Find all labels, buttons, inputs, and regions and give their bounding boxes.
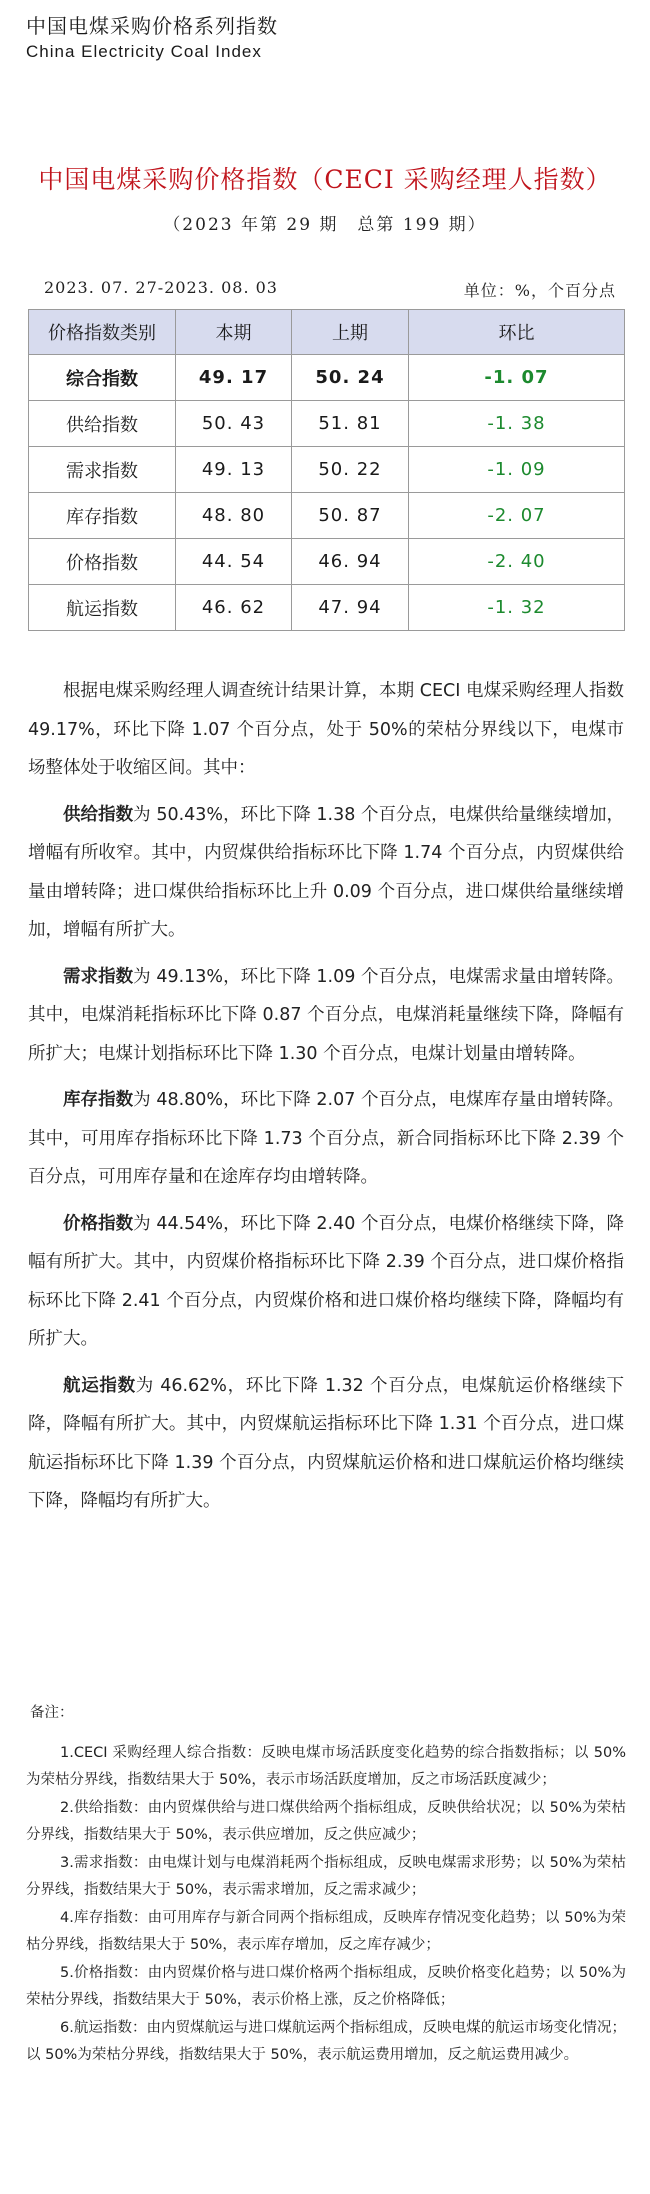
report-date-range: 2023. 07. 27-2023. 08. 03 [44, 278, 278, 297]
price-label: 价格指数 [63, 1213, 134, 1234]
table-header-row [29, 310, 625, 355]
inventory-label: 库存指数 [63, 1090, 134, 1110]
row-change: -1. 32 [409, 585, 625, 631]
row-change: -1. 07 [409, 355, 625, 401]
row-previous: 50. 87 [292, 493, 409, 539]
row-current: 49. 13 [176, 447, 292, 493]
supply-paragraph [28, 796, 624, 950]
price-text: 为 44.54%，环比下降 2.40 个百分点，电煤价格继续下降，降幅有所扩大。其中，内贸煤价格指标环比下降 2.39 个百分点，进口煤价格指标环比下降 2.41 个百分点，内贸煤价格和进口煤价格均继续下降，降幅均有所扩大。 [28, 1213, 625, 1349]
header-cn-title: 中国电煤采购价格系列指数 [26, 14, 278, 38]
row-name: 综合指数 [29, 355, 176, 401]
analysis-text [28, 672, 624, 1529]
table-row [29, 447, 625, 493]
demand-paragraph [28, 958, 624, 1074]
table-row [29, 355, 625, 401]
demand-label: 需求指数 [63, 966, 134, 987]
report-title: 中国电煤采购价格指数（CECI 采购经理人指数） [38, 165, 612, 194]
note-item: 1.CECI 采购经理人综合指数：反映电煤市场活跃度变化趋势的综合指数指标；以 50%为荣枯分界线，指数结果大于 50%，表示市场活跃度增加，反之市场活跃度减少； [26, 1744, 626, 1788]
row-current: 44. 54 [176, 539, 292, 585]
row-previous: 50. 22 [292, 447, 409, 493]
column-header-current: 本期 [176, 310, 292, 355]
row-current: 48. 80 [176, 493, 292, 539]
report-issue: （2023 年第 29 期 总第 199 期） [163, 215, 487, 235]
row-previous: 47. 94 [292, 585, 409, 631]
demand-text: 为 49.13%，环比下降 1.09 个百分点，电煤需求量由增转降。其中，电煤消耗指标环比下降 0.87 个百分点，电煤消耗量继续下降，降幅有所扩大；电煤计划指标环比下降 1.30 个百分点，电煤计划量由增转降。 [28, 966, 625, 1064]
row-name: 供给指数 [29, 401, 176, 447]
row-previous: 50. 24 [292, 355, 409, 401]
note-item: 3.需求指数：由电煤计划与电煤消耗两个指标组成，反映电煤需求形势；以 50%为荣枯分界线，指数结果大于 50%，表示需求增加，反之需求减少； [26, 1854, 626, 1898]
note-item: 6.航运指数：由内贸煤航运与进口煤航运两个指标组成，反映电煤的航运市场变化情况；以 50%为荣枯分界线，指数结果大于 50%，表示航运费用增加，反之航运费用减少。 [26, 2019, 626, 2063]
intro-paragraph [28, 672, 624, 788]
index-table [28, 309, 625, 631]
row-change: -2. 40 [409, 539, 625, 585]
row-change: -1. 38 [409, 401, 625, 447]
row-name: 库存指数 [29, 493, 176, 539]
row-name: 航运指数 [29, 585, 176, 631]
row-current: 46. 62 [176, 585, 292, 631]
price-paragraph [28, 1205, 624, 1359]
row-name: 价格指数 [29, 539, 176, 585]
supply-label: 供给指数 [63, 804, 134, 825]
table-row [29, 539, 625, 585]
inventory-text: 为 48.80%，环比下降 2.07 个百分点，电煤库存量由增转降。其中，可用库存指标环比下降 1.73 个百分点，新合同指标环比下降 2.39 个百分点，可用库存量和在途库存均由增转降。 [28, 1090, 625, 1187]
row-current: 49. 17 [176, 355, 292, 401]
column-header-change: 环比 [409, 310, 625, 355]
shipping-text: 为 46.62%，环比下降 1.32 个百分点，电煤航运价格继续下降，降幅有所扩大。其中，内贸煤航运指标环比下降 1.31 个百分点，进口煤航运指标环比下降 1.39 个百分点，内贸煤航运价格和进口煤航运价格均继续下降，降幅均有所扩大。 [28, 1375, 624, 1511]
column-header-previous: 上期 [292, 310, 409, 355]
row-change: -1. 09 [409, 447, 625, 493]
shipping-paragraph [28, 1367, 624, 1521]
report-unit: 单位：%，个百分点 [463, 281, 616, 300]
table-row [29, 585, 625, 631]
table-row [29, 401, 625, 447]
notes-section [26, 1700, 626, 2070]
notes-heading: 备注： [30, 1705, 74, 1721]
row-previous: 46. 94 [292, 539, 409, 585]
note-item: 5.价格指数：由内贸煤价格与进口煤价格两个指标组成，反映价格变化趋势；以 50%为荣枯分界线，指数结果大于 50%，表示价格上涨，反之价格降低； [26, 1964, 626, 2008]
intro-text: 根据电煤采购经理人调查统计结果计算，本期 CECI 电煤采购经理人指数 49.17%，环比下降 1.07 个百分点，处于 50%的荣枯分界线以下，电煤市场整体处于收缩区间。其中： [28, 681, 624, 778]
row-previous: 51. 81 [292, 401, 409, 447]
supply-text: 为 50.43%，环比下降 1.38 个百分点，电煤供给量继续增加，增幅有所收窄。其中，内贸煤供给指标环比下降 1.74 个百分点，内贸煤供给量由增转降；进口煤供给指标环比上升 0.09 个百分点，进口煤供给量继续增加，增幅有所扩大。 [28, 804, 625, 940]
row-current: 50. 43 [176, 401, 292, 447]
inventory-paragraph [28, 1081, 624, 1197]
row-change: -2. 07 [409, 493, 625, 539]
note-item: 4.库存指数：由可用库存与新合同两个指标组成，反映库存情况变化趋势；以 50%为荣枯分界线，指数结果大于 50%，表示库存增加，反之库存减少； [26, 1909, 626, 1953]
table-row [29, 493, 625, 539]
note-item: 2.供给指数：由内贸煤供给与进口煤供给两个指标组成，反映供给状况；以 50%为荣枯分界线，指数结果大于 50%，表示供应增加，反之供应减少； [26, 1799, 626, 1843]
column-header-category: 价格指数类别 [29, 310, 176, 355]
shipping-label: 航运指数 [63, 1375, 136, 1396]
header-en-title: China Electricity Coal Index [26, 42, 262, 61]
row-name: 需求指数 [29, 447, 176, 493]
